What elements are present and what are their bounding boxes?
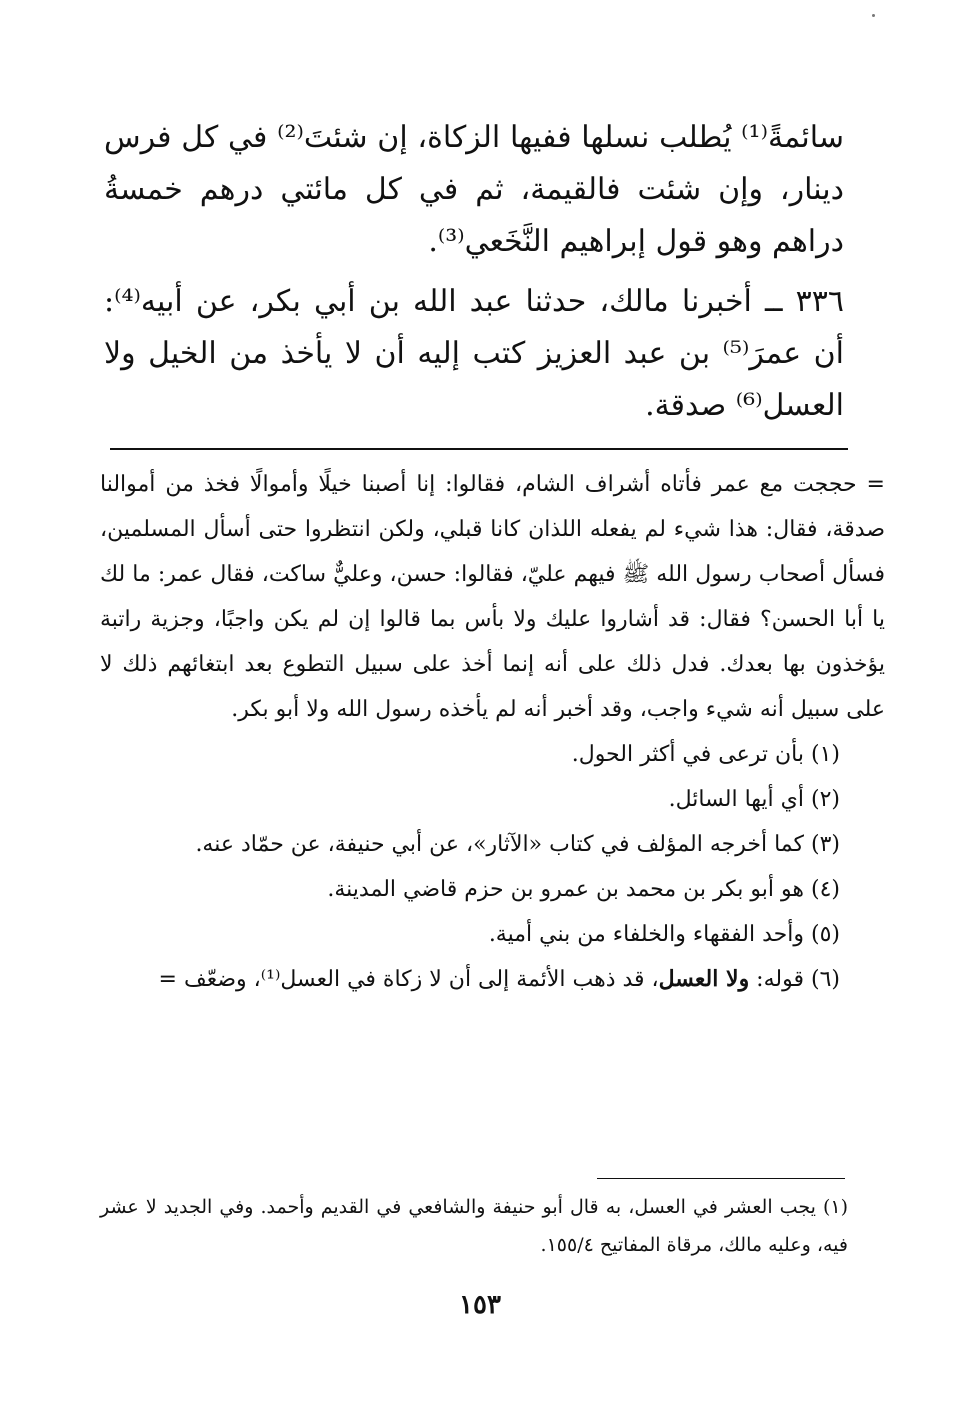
footnote-1 (100, 732, 885, 777)
footnote-6 (100, 957, 885, 1002)
continuation-text: حججت مع عمر فأتاه أشراف الشام، فقالوا: إنا أصبنا خيلًا وأموالًا فخذ من أموالنا صدقة، فقال: هذا شيء لم يفعله اللذان كانا قبلي، ولكن انتظروا حتى أسأل المسلمين، فسأل أصحاب رسول الله ﷺ فيهم عليّ، فقالوا: حسن، وعليٌّ ساكت، فقال عمر: ما لك يا أبا الحسن؟ فقال: قد أشاروا عليك ولا بأس بما قالوا إن لم يكن واجبًا، وجزية راتبة يؤخذون بها بعدك. فدل ذلك على أنه إنما أخذ على سبيل التطوع بعد ابتغائهم ذلك لا على سبيل أنه شيء واجب، وقد أخبر أنه لم يأخذه رسول الله ولا أبو بكر. (100, 472, 885, 722)
footnote-text: بأن ترعى في أكثر الحول. (571, 742, 804, 767)
footnotes (100, 462, 885, 1002)
page-number: ١٥٣ (459, 1290, 501, 1320)
footnote-4 (100, 867, 885, 912)
footnote-number: (١) (810, 742, 840, 767)
footnote-separator (110, 448, 848, 450)
footnote-text: أي أيها السائل. (668, 787, 804, 812)
footnote-2 (100, 777, 885, 822)
footnote-text: كما أخرجه المؤلف في كتاب «الآثار»، عن أبي حنيفة، عن حمّاد عنه. (195, 832, 804, 857)
footnote-3 (100, 822, 885, 867)
main-paragraph-2: ٣٣٦ ــ أخبرنا مالك، حدثنا عبد الله بن أبي بكر، عن أبيه⁽⁴⁾: أن عمرَ⁽⁵⁾ بن عبد العزيز كتب إليه أن لا يأخذ من الخيل ولا العسل⁽⁶⁾ صدقة. (104, 284, 844, 423)
footnote-bold-term: ولا العسل (658, 966, 750, 992)
footnote-number: (٢) (810, 787, 840, 812)
speck-mark (872, 14, 875, 17)
subnote-separator (597, 1178, 845, 1179)
footnote-continuation (100, 462, 885, 732)
subnote-text: يجب العشر في العسل، به قال أبو حنيفة والشافعي في القديم وأحمد. وفي الجديد لا عشر فيه، وعليه مالك، مرقاة المفاتيح ١٥٥/٤. (100, 1196, 848, 1256)
footnote-text: هو أبو بكر بن محمد بن عمرو بن حزم قاضي المدينة. (327, 877, 804, 902)
footnote-5 (100, 912, 885, 957)
footnote-number: (٥) (810, 922, 840, 947)
footnote-number: (٦) (810, 967, 840, 992)
footnote-number: (٣) (810, 832, 840, 857)
continuation-end-mark: = (158, 967, 177, 992)
footnote-text: وأحد الفقهاء والخلفاء من بني أمية. (488, 922, 804, 947)
main-paragraph-1: سائمةً⁽¹⁾ يُطلب نسلها ففيها الزكاة، إن شئتَ⁽²⁾ في كل فرس دينار، وإن شئت فالقيمة، ثم في كل مائتي درهم خمسةُ دراهم وهو قول إبراهيم النَّخَعي⁽³⁾. (104, 120, 845, 259)
continuation-mark: = (866, 472, 885, 497)
subnote (100, 1188, 848, 1264)
footnote-text-pre: قوله: (749, 967, 804, 992)
footnote-number: (٤) (810, 877, 840, 902)
main-text (104, 112, 844, 440)
footnote-text-post: ، قد ذهب الأئمة إلى أن لا زكاة في العسل⁽¹⁾، وضعّف (183, 967, 659, 992)
subnote-number: (١) (822, 1196, 849, 1218)
